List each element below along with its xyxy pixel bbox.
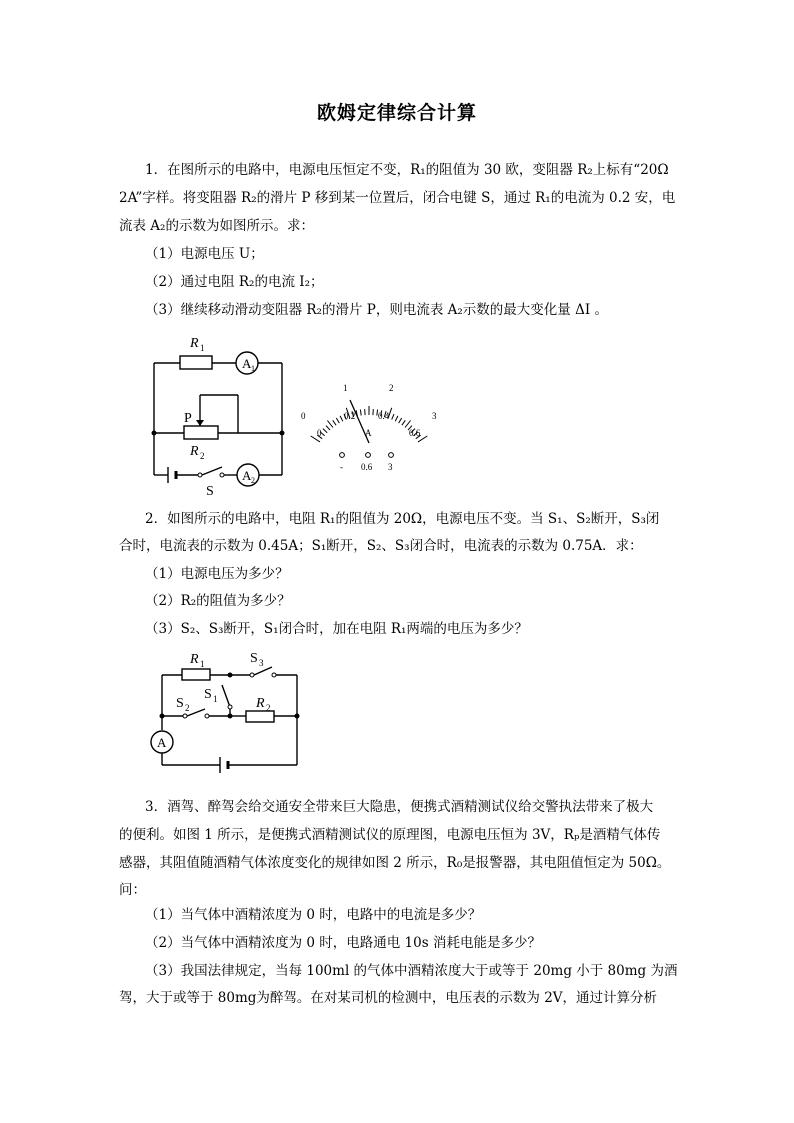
meter-term-neg-label: - <box>340 462 343 472</box>
q1-text-line-2: 2A”字样。将变阻器 R₂的滑片 P 移到某一位置后，闭合电键 S，通过 R₁的电流为 0.2 安，电 <box>119 190 676 206</box>
q3-text-line-1: 3．酒驾、醉驾会给交通安全带来巨大隐患，便携式酒精测试仪给交警执法带来了极大 <box>145 799 654 815</box>
q2-text-line-1: 2．如图所示的电路中，电阻 R₁的阻值为 20Ω，电源电压不变。当 S₁、S₂断开，S₃闭 <box>145 511 660 527</box>
q1-circuit-diagram <box>140 325 300 500</box>
q1-text-line-1: 1．在图所示的电路中，电源电压恒定不变，R₁的阻值为 30 欧，变阻器 R₂上标有“20Ω <box>145 162 669 178</box>
q1-a2-label: A <box>242 468 252 483</box>
q2-part-1: （1）电源电压为多少？ <box>145 566 289 582</box>
q1-a1-label: A <box>242 356 252 371</box>
q1-p-label: P <box>184 411 192 426</box>
q1-r1-sub: 1 <box>200 343 205 353</box>
meter-tick <box>405 421 411 428</box>
q2-r1-sub: 1 <box>200 659 205 669</box>
q2-s1-label: S <box>204 687 212 702</box>
q2-s2-label: S <box>176 696 184 711</box>
q2-s3-sub: 3 <box>259 658 264 668</box>
q2-s3-label: S <box>250 651 258 666</box>
meter-top-0: 0 <box>301 411 306 421</box>
q1-ammeter-dial <box>298 378 443 476</box>
q3-part-3-b: 驾，大于或等于 80mg为醉驾。在对某司机的检测中，电压表的示数为 2V，通过计算分析 <box>119 990 658 1006</box>
meter-terminal-3 <box>389 453 394 458</box>
meter-bot-02: 0.2 <box>344 411 356 421</box>
q3-text-line-4: 问： <box>119 882 146 898</box>
meter-top-1: 1 <box>343 383 348 393</box>
q1-text-line-3: 流表 A₂的示数为如图所示。求： <box>119 218 314 234</box>
q3-part-3-a: （3）我国法律规定，当每 100ml 的气体中酒精浓度大于或等于 20mg 小于 80mg 为酒 <box>145 963 678 979</box>
q2-s2-sub: 2 <box>185 703 190 713</box>
meter-bot-06: 0.6 <box>409 428 421 438</box>
q1-a2-sub: 2 <box>251 476 255 485</box>
q1-r1-label: R <box>190 336 199 351</box>
q2-r1-label: R <box>190 652 199 667</box>
meter-top-2: 2 <box>389 383 394 393</box>
q2-text-line-2: 合时，电流表的示数为 0.45A；S₁断开，S₂、S₃闭合时，电流表的示数为 0.75A．求： <box>119 538 643 554</box>
q1-part-2: （2）通过电阻 R₂的电流 I₂； <box>145 274 324 290</box>
meter-tick <box>340 416 343 421</box>
meter-term-06-label: 0.6 <box>361 462 373 472</box>
q2-ammeter-label: A <box>157 735 167 750</box>
meter-tick <box>402 420 405 425</box>
q3-part-1: （1）当气体中酒精浓度为 0 时，电路中的电流是多少？ <box>145 907 482 923</box>
meter-unit: A <box>365 428 372 438</box>
q1-part-3: （3）继续移动滑动变阻器 R₂的滑片 P，则电流表 A₂示数的最大变化量 ΔI 。 <box>145 302 608 318</box>
q2-r2-label: R <box>256 696 265 711</box>
meter-terminal-neg <box>340 453 345 458</box>
q3-text-line-3: 感器，其阻值随酒精气体浓度变化的规律如图 2 所示，R₀是报警器，其电阻值恒定为 50Ω。 <box>119 855 671 871</box>
q2-circuit-diagram <box>146 645 306 787</box>
q1-r2-sub: 2 <box>200 451 205 461</box>
meter-tick <box>333 420 336 425</box>
q2-part-2: （2）R₂的阻值为多少？ <box>145 593 291 609</box>
meter-top-3: 3 <box>432 411 437 421</box>
q1-part-1: （1）电源电压 U； <box>145 246 264 262</box>
q1-s-label: S <box>206 484 214 499</box>
q2-part-3: （3）S₂、S₃断开，S₁闭合时，加在电阻 R₁两端的电压为多少？ <box>145 621 528 637</box>
meter-tick <box>323 429 327 433</box>
q1-r2-label: R <box>190 444 199 459</box>
meter-bot-04: 0.4 <box>378 411 390 421</box>
q2-s1-sub: 1 <box>213 694 218 704</box>
meter-tick <box>327 421 333 428</box>
meter-tick <box>395 416 398 421</box>
page-title: 欧姆定律综合计算 <box>316 102 477 124</box>
q3-part-2: （2）当气体中酒精浓度为 0 时，电路通电 10s 消耗电能是多少？ <box>145 935 541 951</box>
meter-tick <box>336 418 339 423</box>
q1-a1-sub: 1 <box>251 364 255 373</box>
meter-tick <box>399 418 402 423</box>
meter-tick <box>360 410 361 416</box>
meter-tick <box>392 414 394 420</box>
meter-bot-0: 0 <box>317 428 322 438</box>
q2-r2-sub: 2 <box>266 703 271 713</box>
q3-text-line-2: 的便利。如图 1 所示，是便携式酒精测试仪的原理图，电源电压恒为 3V，Rₚ是酒精气体传 <box>119 827 661 843</box>
meter-tick <box>326 426 330 431</box>
meter-term-3-label: 3 <box>388 462 393 472</box>
meter-terminal-06 <box>366 453 371 458</box>
